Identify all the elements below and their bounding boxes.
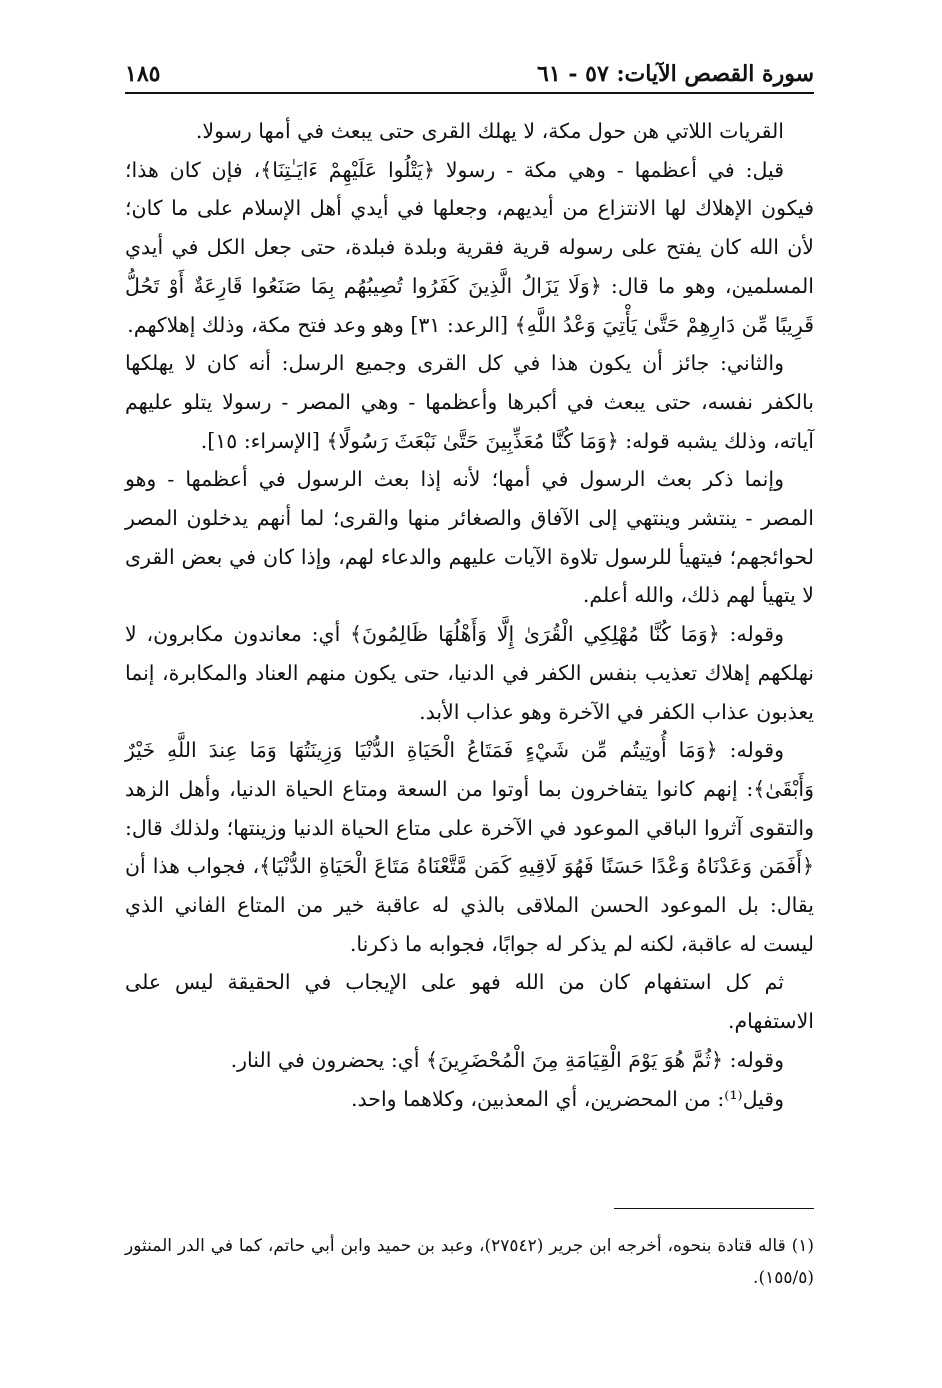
paragraph-text: وقوله: ﴿وَمَا أُوتِيتُم مِّن شَيْءٍ فَمَتَاعُ الْحَيَاةِ الدُّنْيَا وَزِينَتُهَا وَمَا عِندَ اللَّهِ خَيْرٌ وَأَبْقَىٰ﴾: إنهم كانوا يتفاخرون بما أوتوا من السعة ومتاع الحياة الدنيا، وأهل الزهد والتقوى آثروا الباقي الموعود في الآخرة على متاع الحياة الدنيا وزينتها؛ ولذلك قال: ﴿أَفَمَن وَعَدْنَاهُ وَعْدًا حَسَنًا فَهُوَ لَاقِيهِ كَمَن مَّتَّعْنَاهُ مَتَاعَ الْحَيَاةِ الدُّنْيَا﴾، فجواب هذا أن يقال: بل الموعود الحسن الملاقى بالذي له عاقبة خير من المتاع الفاني الذي ليست له عاقبة، لكنه لم يذكر له جوابًا، فجوابه ما ذكرنا. [125, 738, 814, 956]
paragraph-text: وقوله: ﴿ثُمَّ هُوَ يَوْمَ الْقِيَامَةِ مِنَ الْمُحْضَرِينَ﴾ أي: يحضرون في النار. [230, 1047, 784, 1072]
paragraph-text: قيل: في أعظمها - وهي مكة - رسولا ﴿يَتْلُوا عَلَيْهِمْ ءَايَـٰتِنَا﴾، فإن كان هذا؛ فيكون الإهلاك لها الانتزاع من أيديهم، وجعلها في أيدي أهل الإسلام على ما كان؛ لأن الله كان يفتح على رسوله قرية فقرية وبلدة فبلدة، حتى جعل الكل في أيدي المسلمين، وهو ما قال: ﴿وَلَا يَزَالُ الَّذِينَ كَفَرُوا تُصِيبُهُم بِمَا صَنَعُوا قَارِعَةٌ أَوْ تَحُلُّ قَرِيبًا مِّن دَارِهِمْ حَتَّىٰ يَأْتِيَ وَعْدُ اللَّهِ﴾ [الرعد: ٣١] وهو وعد فتح مكة، وذلك إهلاكهم. [125, 157, 814, 337]
paragraph [125, 1080, 814, 1119]
paragraph [125, 344, 814, 460]
paragraph-text: وإنما ذكر بعث الرسول في أمها؛ لأنه إذا بعث الرسول في أعظمها - وهو المصر - ينتشر وينتهي إلى الآفاق والصغائر منها والقرى؛ لما أنهم يدخلون المصر لحوائجهم؛ فيتهيأ للرسول تلاوة الآيات عليهم والدعاء لهم، وإذا كان في بعض القرى لا يتهيأ لهم ذلك، والله أعلم. [125, 467, 814, 608]
main-text [125, 112, 814, 1118]
footnote-separator [614, 1208, 814, 1209]
page-header [125, 58, 814, 94]
paragraph-text: وقوله: ﴿وَمَا كُنَّا مُهْلِكِي الْقُرَىٰ إِلَّا وَأَهْلُهَا ظَالِمُونَ﴾ أي: معاندون مكابرون، لا نهلكهم إهلاك تعذيب بنفس الكفر في الدنيا، حتى يكون منهم العناد والمكابرة، إنما يعذبون عذاب الكفر في الآخرة وهو عذاب الأبد. [125, 622, 814, 724]
running-title: سورة القصص الآيات: ٥٧ - ٦١ [537, 61, 814, 87]
footnote: (١) قاله قتادة بنحوه، أخرجه ابن جرير (٢٧٥٤٢)، وعبد بن حميد وابن أبي حاتم، كما في الدر المنثور (١٥٥/٥). [125, 1236, 814, 1288]
paragraph [125, 963, 814, 1040]
paragraph [125, 112, 814, 151]
paragraph-text: القريات اللاتي هن حول مكة، لا يهلك القرى حتى يبعث في أمها رسولا. [195, 119, 784, 143]
paragraph [125, 615, 814, 731]
paragraph-text: وقيل⁽¹⁾: من المحضرين، أي المعذبين، وكلاهما واحد. [351, 1086, 784, 1111]
paragraph [125, 460, 814, 615]
page-number: ١٨٥ [125, 61, 161, 87]
paragraph [125, 1041, 814, 1080]
paragraph-text: ثم كل استفهام كان من الله فهو على الإيجاب في الحقيقة ليس على الاستفهام. [125, 970, 814, 1034]
paragraph [125, 151, 814, 345]
paragraph [125, 731, 814, 963]
paragraph-text: والثاني: جائز أن يكون هذا في كل القرى وجميع الرسل: أنه كان لا يهلكها بالكفر نفسه، حتى يبعث في أكبرها وأعظمها - وهي المصر - رسولا يتلو عليهم آياته، وذلك يشبه قوله: ﴿وَمَا كُنَّا مُعَذِّبِينَ حَتَّىٰ نَبْعَثَ رَسُولًا﴾ [الإسراء: ١٥]. [125, 351, 814, 453]
